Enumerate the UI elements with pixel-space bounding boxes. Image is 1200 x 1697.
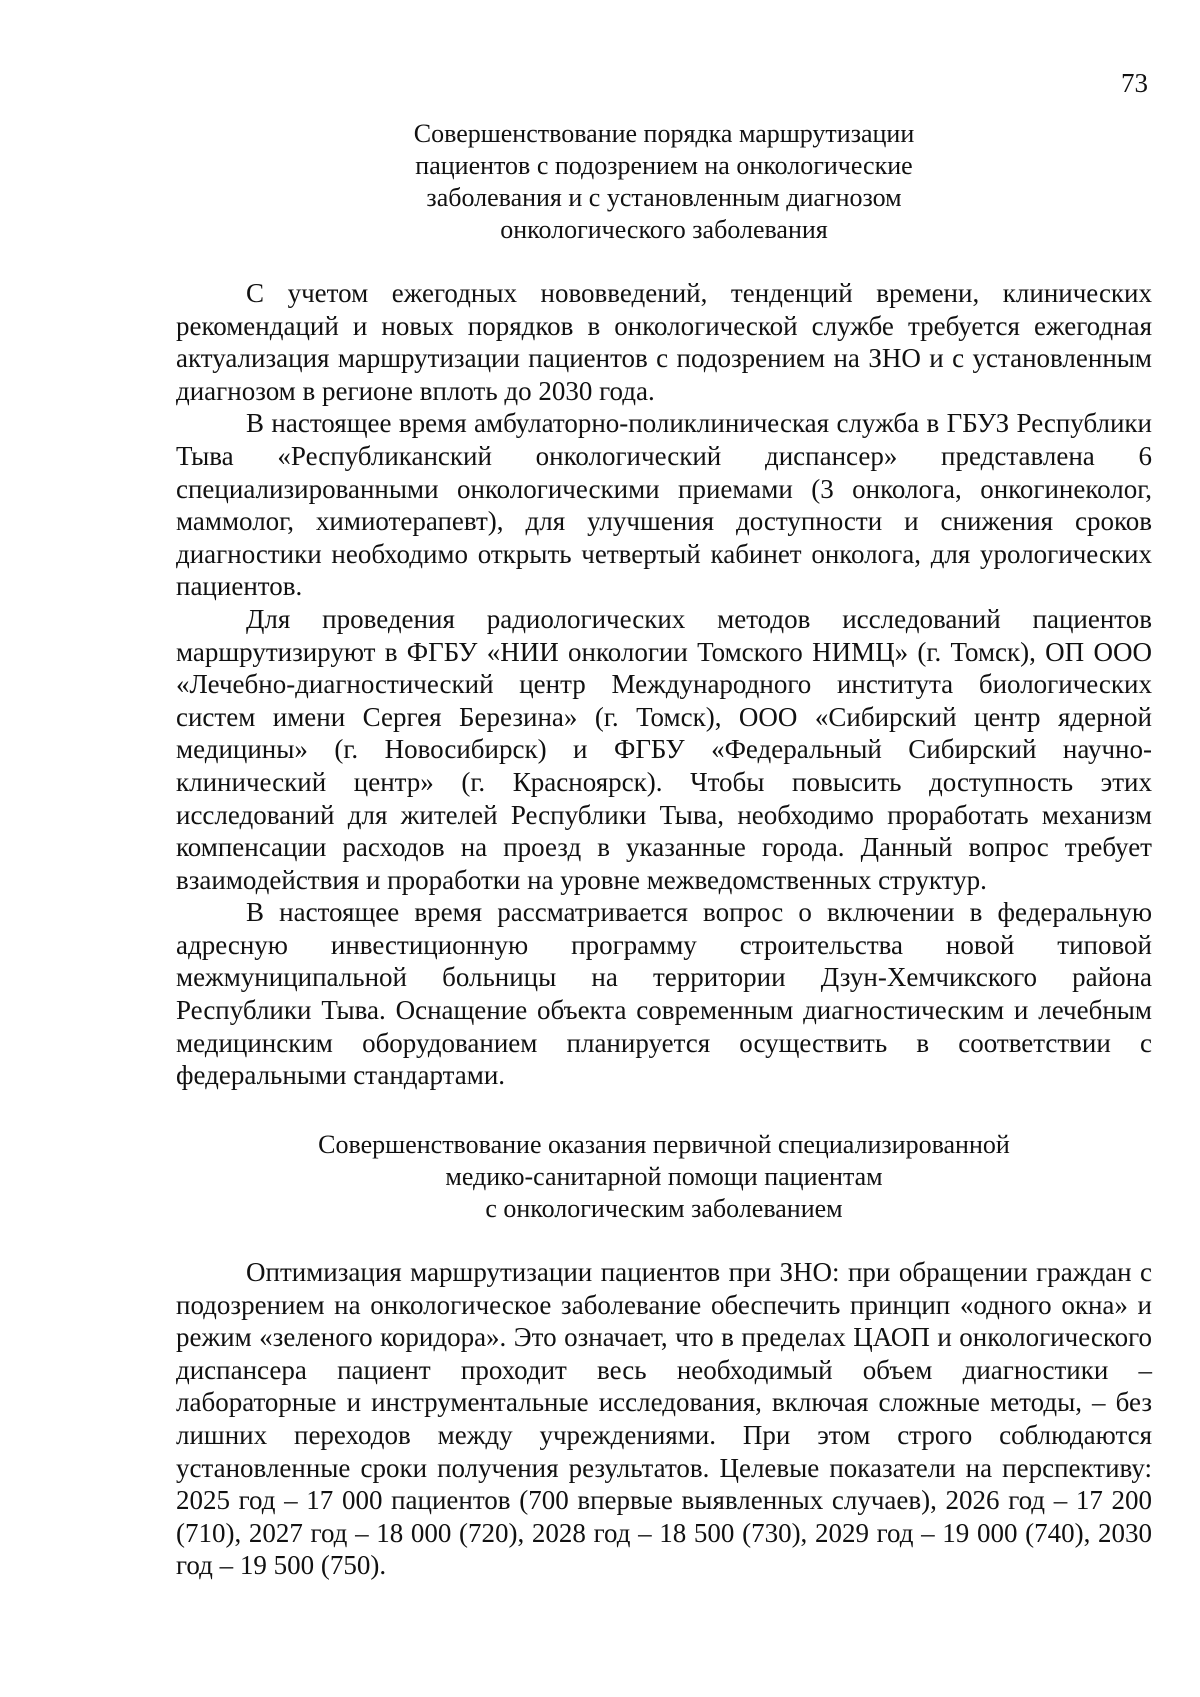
paragraph: Для проведения радиологических методов исследований пациентов маршрутизируют в ФГБУ «НИИ онкологии Томского НИМЦ» (г. Томск), ОП ООО «Лечебно-диагностический центр Международного института биологических систем имени Сергея Березина» (г. Томск), ООО «Сибирский центр ядерной медицины» (г. Новосибирск) и ФГБУ «Федеральный Сибирский научно-клинический центр» (г. Красноярск). Чтобы повысить доступность этих исследований для жителей Республики Тыва, необходимо проработать механизм компенсации расходов на проезд в указанные города. Данный вопрос требует взаимодействия и проработки на уровне межведомственных структур.: [176, 603, 1152, 895]
paragraph: С учетом ежегодных нововведений, тенденций времени, клинических рекомендаций и новых порядков в онкологической службе требуется ежегодная актуализация маршрутизации пациентов с подозрением на ЗНО и с установленным диагнозом в регионе вплоть до 2030 года.: [176, 278, 1152, 406]
section-body-primary-care: [176, 1256, 1152, 1582]
paragraph: В настоящее время рассматривается вопрос о включении в федеральную адресную инвестиционную программу строительства новой типовой межмуниципальной больницы на территории Дзун-Хемчикского района Республики Тыва. Оснащение объекта современным диагностическим и лечебным медицинским оборудованием планируется осуществить в соответствии с федеральными стандартами.: [176, 897, 1152, 1091]
heading-line: медико-санитарной помощи пациентам: [445, 1162, 883, 1191]
paragraph: Оптимизация маршрутизации пациентов при ЗНО: при обращении граждан с подозрением на онкологическое заболевание обеспечить принцип «одного окна» и режим «зеленого коридора». Это означает, что в пределах ЦАОП и онкологического диспансера пациент проходит весь необходимый объем диагностики – лабораторные и инструментальные исследования, включая сложные методы, – без лишних переходов между учреждениями. При этом строго соблюдаются установленные сроки получения результатов. Целевые показатели на перспективу: 2025 год – 17 000 пациентов (700 впервые выявленных случаев), 2026 год – 17 200 (710), 2027 год – 18 000 (720), 2028 год – 18 500 (730), 2029 год – 19 000 (740), 2030 год – 19 500 (750).: [176, 1257, 1152, 1581]
section-heading-routing: [176, 118, 1152, 246]
heading-line: заболевания и с установленным диагнозом: [426, 183, 902, 212]
page-number: 73: [1121, 68, 1148, 98]
section-body-routing: [176, 277, 1152, 1092]
heading-line: онкологического заболевания: [500, 215, 828, 244]
heading-line: пациентов с подозрением на онкологические: [415, 151, 913, 180]
heading-line: Совершенствование порядка маршрутизации: [413, 119, 915, 148]
section-heading-primary-care: [176, 1129, 1152, 1225]
heading-line: Совершенствование оказания первичной специализированной: [318, 1130, 1010, 1159]
heading-line: с онкологическим заболеванием: [485, 1194, 843, 1223]
paragraph: В настоящее время амбулаторно-поликлиническая служба в ГБУЗ Республики Тыва «Республиканский онкологический диспансер» представлена 6 специализированными онкологическими приемами (3 онколога, онкогинеколог, маммолог, химиотерапевт), для улучшения доступности и снижения сроков диагностики необходимо открыть четвертый кабинет онколога, для урологических пациентов.: [176, 408, 1152, 602]
